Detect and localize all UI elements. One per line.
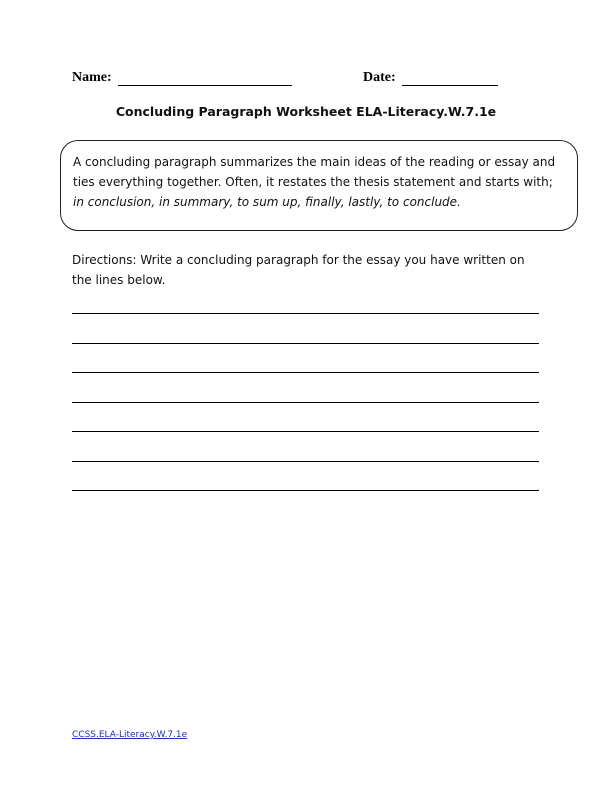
definition-transition-words: in conclusion, in summary, to sum up, finally, lastly, to conclude.	[73, 195, 461, 209]
answer-line[interactable]	[72, 431, 539, 432]
answer-line[interactable]	[72, 490, 539, 491]
directions-text: Directions: Write a concluding paragraph for the essay you have written on the lines below.	[72, 253, 525, 287]
date-blank-line[interactable]	[402, 71, 498, 86]
answer-line[interactable]	[72, 313, 539, 314]
worksheet-title: Concluding Paragraph Worksheet ELA-Literacy.W.7.1e	[115, 104, 497, 119]
answer-line[interactable]	[72, 461, 539, 462]
name-label: Name:	[72, 70, 112, 85]
definition-box	[60, 140, 578, 231]
answer-line[interactable]	[72, 343, 539, 344]
definition-text: A concluding paragraph summarizes the main ideas of the reading or essay and ties everything together. Often, it restates the thesis statement and starts with;	[73, 155, 556, 189]
date-label: Date:	[363, 70, 396, 85]
name-field	[72, 70, 292, 86]
answer-line[interactable]	[72, 402, 539, 403]
date-field	[363, 70, 498, 86]
answer-line[interactable]	[72, 372, 539, 373]
name-blank-line[interactable]	[118, 71, 292, 86]
standard-link[interactable]: CCSS.ELA-Literacy.W.7.1e	[72, 730, 188, 740]
